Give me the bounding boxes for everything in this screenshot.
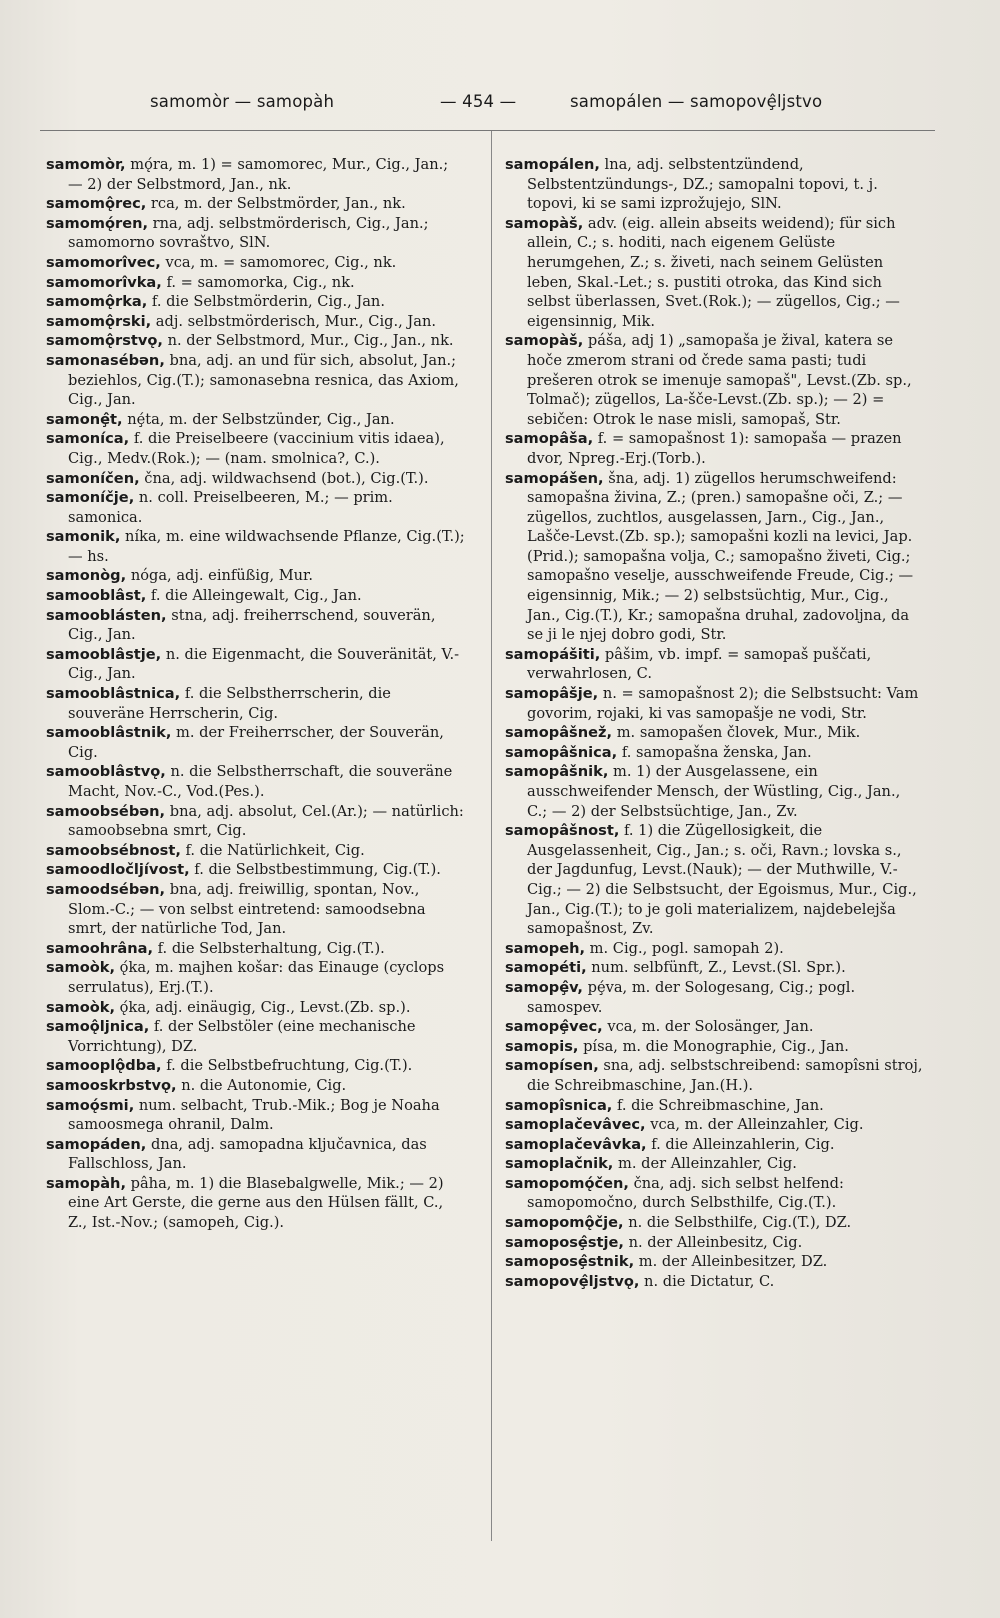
dictionary-entry	[46, 155, 466, 194]
entry-headword: samopálen,	[505, 156, 600, 173]
entry-definition: vca, m. der Solosänger, Jan.	[602, 1018, 814, 1036]
entry-headword: samopášiti,	[505, 645, 601, 663]
entry-headword: samoposȩ̂stje,	[505, 1233, 624, 1251]
entry-definition: páša, adj 1) „samopaša je žival, katera se hoče zmerom strani od črede sama pasti; tudi prešeren otrok se imenuje samopaš", Levst.(Zb. sp., Tolmač); zügellos, La-šče-Levst.(Zb. sp.); — 2) = sebičen: Otrok le nase misli, samopaš, Str.	[527, 332, 912, 428]
entry-definition: pâha, m. 1) die Blasebalgwelle, Mik.; — 2) eine Art Gerste, die gerne aus den Hülsen fällt, C., Z., Ist.-Nov.; (samopeh, Cig.).	[68, 1174, 444, 1232]
dictionary-entry	[505, 1037, 925, 1057]
dictionary-entry	[46, 606, 466, 645]
entry-headword: samopomǫ́čen,	[505, 1174, 629, 1192]
header-rule	[40, 130, 935, 131]
dictionary-entry	[46, 1135, 466, 1174]
entry-definition: dna, adj. samopadna ključavnica, das Fallschloss, Jan.	[68, 1135, 427, 1173]
entry-definition: rca, m. der Selbstmörder, Jan., nk.	[146, 195, 406, 213]
dictionary-entry	[46, 488, 466, 527]
dictionary-entry	[46, 194, 466, 214]
dictionary-entry	[46, 292, 466, 312]
entry-headword: samomorîvec,	[46, 253, 161, 271]
entry-definition: mǫ́ra, m. 1) = samomorec, Mur., Cig., Jan.; — 2) der Selbstmord, Jan., nk.	[68, 156, 449, 193]
entry-definition: vca, m. der Alleinzahler, Cig.	[645, 1116, 864, 1134]
entry-headword: samopâša,	[505, 430, 594, 448]
entry-headword: samomǫ̂rski,	[46, 312, 152, 330]
entry-definition: f. die Alleingewalt, Cig., Jan.	[146, 587, 362, 605]
left-column	[46, 155, 466, 1233]
entry-definition: adv. (eig. allein abseits weidend); für sich allein, C.; s. hoditi, nach eigenem Gelüste herumgehen, Z.; s. živeti, nach seinem Gelüsten leben, Skal.-Let.; s. pustiti otroka, das Kind sich selbst überlassen, Svet.(Rok.); — zügellos, Cig.; — eigensinnig, Mik.	[527, 214, 900, 330]
entry-headword: samoòk,	[46, 998, 116, 1016]
entry-definition: ǫ́ka, adj. einäugig, Cig., Levst.(Zb. sp.).	[115, 998, 411, 1016]
dictionary-entry	[46, 880, 466, 939]
entry-definition: f. die Selbstherrscherin, die souveräne Herrscherin, Cig.	[68, 685, 391, 722]
entry-definition: num. selbacht, Trub.-Mik.; Bog je Noaha samoosmega ohranil, Dalm.	[68, 1096, 440, 1134]
dictionary-entry	[46, 1017, 466, 1056]
entry-headword: samooblâstvǫ,	[46, 763, 166, 781]
entry-headword: samoplačevâvec,	[505, 1116, 646, 1134]
entry-headword: samopâšnica,	[505, 743, 618, 761]
entry-definition: f. die Preiselbeere (vaccinium vitis idaea), Cig., Medv.(Rok.); — (nam. smolnica?, C.).	[68, 430, 445, 467]
dictionary-entry	[46, 331, 466, 351]
entry-headword: samopomǫ̂čje,	[505, 1214, 624, 1232]
entry-headword: samopísen,	[505, 1057, 599, 1075]
entry-headword: samooblâstje,	[46, 645, 162, 663]
entry-headword: samopáden,	[46, 1135, 147, 1153]
entry-headword: samoodločljívost,	[46, 861, 190, 879]
dictionary-entry	[505, 1272, 925, 1292]
dictionary-entry	[46, 645, 466, 684]
dictionary-entry	[505, 978, 925, 1017]
entry-definition: n. die Dictatur, C.	[639, 1272, 775, 1290]
entry-headword: samooblâstnica,	[46, 685, 181, 703]
dictionary-entry	[46, 586, 466, 606]
entry-headword: samonasébən,	[46, 351, 165, 369]
dictionary-entry	[505, 684, 925, 723]
dictionary-entry	[505, 1096, 925, 1116]
dictionary-entry	[505, 331, 925, 429]
entry-headword: samonȩ̂t,	[46, 410, 123, 428]
entry-headword: samopâšje,	[505, 685, 599, 703]
entry-definition: čna, adj. wildwachsend (bot.), Cig.(T.).	[139, 469, 429, 487]
entry-definition: pâšim, vb. impf. = samopaš puščati, verwahrlosen, C.	[527, 645, 872, 683]
entry-headword: samooblâstnik,	[46, 724, 172, 742]
dictionary-entry	[46, 958, 466, 997]
entry-headword: samomǫ̂rka,	[46, 293, 148, 311]
dictionary-entry	[505, 723, 925, 743]
entry-definition: f. 1) die Zügellosigkeit, die Ausgelassenheit, Cig., Jan.; s. oči, Ravn.; lovska s., der Jagdunfug, Levst.(Nauk); — der Muthwille, V.-Cig.; — 2) die Selbstsucht, der Egoismus, Mur., Cig., Jan., Cig.(T.); to je goli materializem, najdebelejša samopašnost, Zv.	[527, 822, 917, 938]
dictionary-entry	[505, 1135, 925, 1155]
running-head-right: samopálen — samopovȩ̂ljstvo	[570, 92, 823, 111]
dictionary-entry	[46, 939, 466, 959]
entry-headword: samopâšnež,	[505, 724, 613, 742]
dictionary-entry	[505, 743, 925, 763]
entry-headword: samoǫ́smi,	[46, 1096, 135, 1114]
entry-definition: písa, m. die Monographie, Cig., Jan.	[578, 1037, 849, 1055]
entry-definition: f. samopašna ženska, Jan.	[617, 743, 812, 761]
entry-definition: stna, adj. freiherrschend, souverän, Cig., Jan.	[68, 606, 436, 644]
entry-definition: f. = samomorka, Cig., nk.	[161, 273, 355, 291]
column-divider	[491, 131, 492, 1541]
dictionary-entry	[505, 429, 925, 468]
entry-definition: f. die Selbstbefruchtung, Cig.(T.).	[161, 1057, 413, 1075]
entry-headword: samoposȩ̂stnik,	[505, 1253, 635, 1271]
dictionary-entry	[505, 1174, 925, 1213]
entry-definition: num. selbfünft, Z., Levst.(Sl. Spr.).	[586, 959, 846, 977]
entry-headword: samomǫ̂rstvǫ,	[46, 332, 163, 350]
dictionary-entry	[505, 469, 925, 645]
entry-headword: samopȩ̂vec,	[505, 1018, 603, 1036]
entry-headword: samopéti,	[505, 959, 587, 977]
dictionary-entry	[46, 841, 466, 861]
entry-headword: samopàš,	[505, 332, 584, 350]
dictionary-entry	[505, 1213, 925, 1233]
dictionary-entry	[505, 1252, 925, 1272]
entry-definition: n. die Selbsthilfe, Cig.(T.), DZ.	[623, 1214, 852, 1232]
entry-definition: f. die Selbstmörderin, Cig., Jan.	[147, 293, 385, 311]
dictionary-entry	[46, 566, 466, 586]
entry-definition: m. der Freiherrscher, der Souverän, Cig.	[68, 724, 444, 761]
entry-headword: samoòk,	[46, 959, 116, 977]
entry-headword: samopâšnik,	[505, 763, 609, 781]
dictionary-entry	[46, 214, 466, 253]
dictionary-entry	[46, 723, 466, 762]
entry-definition: f. die Selbstbestimmung, Cig.(T.).	[189, 861, 441, 879]
entry-definition: m. samopašen človek, Mur., Mik.	[612, 724, 861, 742]
dictionary-entry	[46, 1096, 466, 1135]
entry-definition: bna, adj. freiwillig, spontan, Nov., Slom.-C.; — von selbst eintretend: samoodsebna smrt, der natürliche Tod, Jan.	[68, 880, 426, 938]
entry-headword: samopis,	[505, 1037, 579, 1055]
dictionary-entry	[46, 1076, 466, 1096]
entry-definition: m. Cig., pogl. samopah 2).	[585, 939, 784, 957]
entry-headword: samoodsébən,	[46, 880, 166, 898]
entry-definition: nȩ́ta, m. der Selbstzünder, Cig., Jan.	[122, 410, 395, 428]
entry-definition: adj. selbstmörderisch, Mur., Cig., Jan.	[151, 312, 436, 330]
dictionary-entry	[46, 253, 466, 273]
entry-headword: samopeh,	[505, 939, 586, 957]
dictionary-entry	[505, 1056, 925, 1095]
entry-headword: samopàš,	[505, 214, 584, 232]
entry-definition: n. die Autonomie, Cig.	[176, 1076, 347, 1094]
entry-headword: samomòr,	[46, 156, 126, 173]
entry-definition: m. der Alleinbesitzer, DZ.	[634, 1253, 828, 1271]
dictionary-entry	[505, 1233, 925, 1253]
entry-definition: pȩ́va, m. der Sologesang, Cig.; pogl. samospev.	[527, 978, 856, 1016]
entry-headword: samoohrâna,	[46, 939, 154, 957]
entry-definition: bna, adj. absolut, Cel.(Ar.); — natürlich: samoobsebna smrt, Cig.	[68, 802, 464, 840]
dictionary-entry	[505, 645, 925, 684]
entry-headword: samoplačnik,	[505, 1155, 614, 1173]
entry-definition: čna, adj. sich selbst helfend: samopomočno, durch Selbsthilfe, Cig.(T.).	[527, 1174, 844, 1212]
dictionary-entry	[505, 939, 925, 959]
dictionary-entry	[505, 821, 925, 939]
entry-definition: níka, m. eine wildwachsende Pflanze, Cig.(T.); — hs.	[68, 528, 465, 565]
dictionary-entry	[505, 155, 925, 214]
entry-headword: samoobsébnost,	[46, 841, 181, 859]
entry-headword: samomǫ̂rec,	[46, 195, 147, 213]
dictionary-entry	[505, 1115, 925, 1135]
entry-headword: samopîsnica,	[505, 1096, 613, 1114]
dictionary-entry	[46, 1056, 466, 1076]
entry-headword: samoobsébən,	[46, 802, 166, 820]
entry-headword: samoníčen,	[46, 469, 140, 487]
entry-headword: samoníca,	[46, 430, 130, 448]
entry-headword: samoplačevâvka,	[505, 1135, 647, 1153]
entry-headword: samomorîvka,	[46, 273, 162, 291]
entry-definition: f. die Selbsterhaltung, Cig.(T.).	[153, 939, 385, 957]
dictionary-entry	[505, 1017, 925, 1037]
running-head	[0, 92, 1000, 118]
dictionary-entry	[505, 1154, 925, 1174]
dictionary-entry	[46, 802, 466, 841]
entry-headword: samomǫ́ren,	[46, 214, 149, 232]
entry-headword: samoǫ̂ljnica,	[46, 1018, 150, 1036]
entry-definition: m. 1) der Ausgelassene, ein ausschweifender Mensch, der Wüstling, Cig., Jan., C.; — 2) der Selbstsüchtige, Jan., Zv.	[527, 763, 901, 820]
entry-headword: samooplǫ̂dba,	[46, 1057, 162, 1075]
entry-headword: samooblâst,	[46, 587, 147, 605]
entry-definition: n. der Selbstmord, Mur., Cig., Jan., nk.	[162, 332, 454, 350]
dictionary-entry	[46, 762, 466, 801]
entry-headword: samonòg,	[46, 567, 127, 585]
entry-headword: samopovȩ̂ljstvǫ,	[505, 1272, 640, 1290]
dictionary-entry	[505, 762, 925, 821]
entry-headword: samoníčje,	[46, 489, 135, 507]
entry-definition: sna, adj. selbstschreibend: samopîsni stroj, die Schreibmaschine, Jan.(H.).	[527, 1057, 923, 1094]
entry-headword: samopášen,	[505, 469, 604, 487]
entry-headword: samopȩ̂v,	[505, 978, 583, 996]
entry-definition: bna, adj. an und für sich, absolut, Jan.; beziehlos, Cig.(T.); samonasebna resnica, das Axiom, Cig., Jan.	[68, 351, 459, 409]
dictionary-entry	[46, 312, 466, 332]
entry-definition: n. die Eigenmacht, die Souveränität, V.-Cig., Jan.	[68, 645, 460, 683]
entry-definition: n. = samopašnost 2); die Selbstsucht: Vam govorim, rojaki, ki vas samopašje ne vodi, Str.	[527, 685, 919, 722]
dictionary-entry	[46, 998, 466, 1018]
entry-definition: nóga, adj. einfüßig, Mur.	[126, 567, 314, 585]
entry-definition: n. der Alleinbesitz, Cig.	[623, 1233, 803, 1251]
entry-headword: samooblásten,	[46, 606, 167, 624]
dictionary-entry	[505, 214, 925, 332]
entry-definition: n. die Selbstherrschaft, die souveräne Macht, Nov.-C., Vod.(Pes.).	[68, 763, 453, 800]
entry-definition: vca, m. = samomorec, Cig., nk.	[160, 253, 397, 271]
entry-definition: rna, adj. selbstmörderisch, Cig., Jan.; samomorno sovraštvo, SlN.	[68, 214, 429, 252]
entry-definition: lna, adj. selbstentzündend, Selbstentzündungs-, DZ.; samopalni topovi, t. j. topovi, ki se sami izprožujejo, SlN.	[527, 156, 878, 213]
entry-definition: f. = samopašnost 1): samopaša — prazen dvor, Npreg.-Erj.(Torb.).	[527, 430, 902, 467]
dictionary-entry	[46, 273, 466, 293]
dictionary-entry	[46, 429, 466, 468]
entry-definition: f. die Schreibmaschine, Jan.	[612, 1096, 824, 1114]
entry-headword: samopâšnost,	[505, 822, 620, 840]
dictionary-entry	[46, 860, 466, 880]
page-number: — 454 —	[440, 92, 517, 111]
entry-definition: f. die Natürlichkeit, Cig.	[180, 841, 365, 859]
entry-headword: samooskrbstvǫ,	[46, 1076, 177, 1094]
entry-definition: m. der Alleinzahler, Cig.	[613, 1155, 797, 1173]
entry-definition: ǫ́ka, m. majhen košar: das Einauge (cyclops serrulatus), Erj.(T.).	[68, 959, 445, 996]
entry-definition: f. der Selbstöler (eine mechanische Vorrichtung), DZ.	[68, 1018, 416, 1055]
entry-headword: samonik,	[46, 528, 121, 546]
dictionary-entry	[46, 684, 466, 723]
running-head-left: samomòr — samopàh	[150, 92, 335, 111]
entry-definition: n. coll. Preiselbeeren, M.; — prim. samonica.	[68, 489, 393, 526]
dictionary-entry	[46, 469, 466, 489]
dictionary-entry	[46, 351, 466, 410]
right-column	[505, 155, 925, 1291]
entry-definition: šna, adj. 1) zügellos herumschweifend: samopašna živina, Z.; (pren.) samopašne oči, Z.; — zügellos, zuchtlos, ausgelassen, Jarn., Cig., Jan., Lašče-Levst.(Zb. sp.); samopašni kozli na levici, Jap.(Prid.); samopašna volja, C.; samopašno živeti, Cig.; samopašno veselje, ausschweifende Freude, Cig.; — eigensinnig, Mik.; — 2) selbstsüchtig, Mur., Cig., Jan., Cig.(T.), Kr.; samopašna druhal, zadovoljna, da se ji le njej dobro godi, Str.	[527, 469, 914, 644]
entry-definition: f. die Alleinzahlerin, Cig.	[646, 1135, 835, 1153]
dictionary-entry	[505, 958, 925, 978]
dictionary-entry	[46, 410, 466, 430]
dictionary-entry	[46, 527, 466, 566]
entry-headword: samopàh,	[46, 1174, 126, 1192]
dictionary-entry	[46, 1174, 466, 1233]
